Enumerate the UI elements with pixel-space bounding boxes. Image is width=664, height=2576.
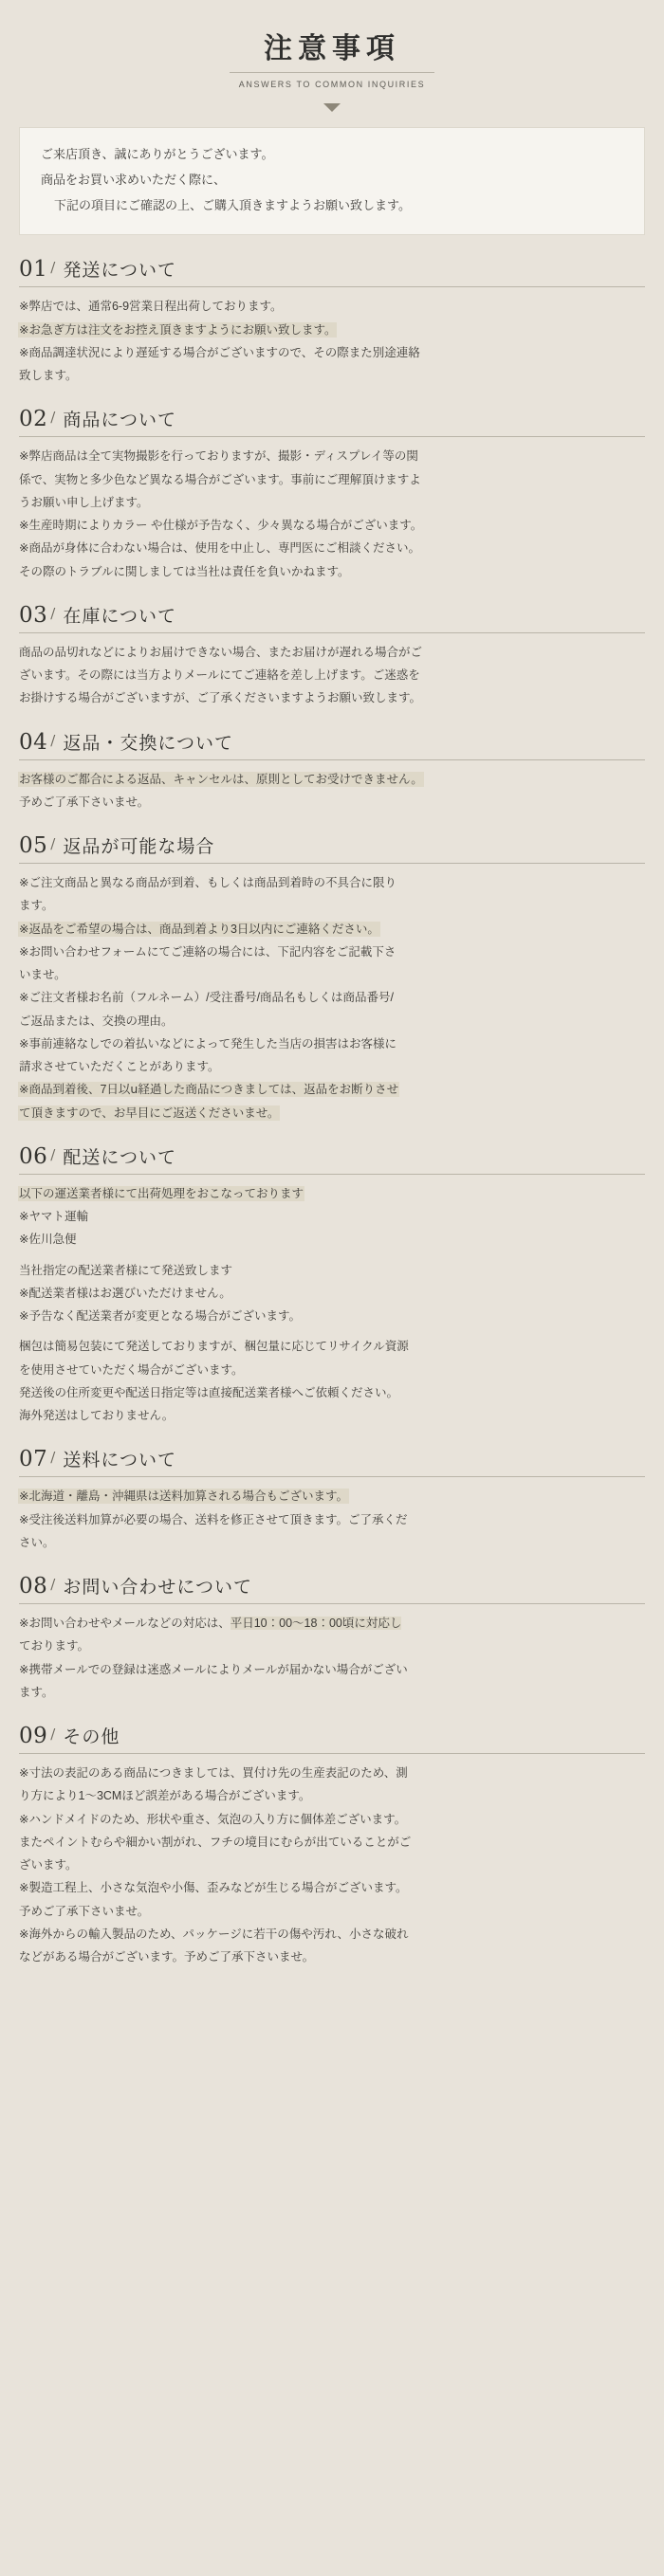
section-03 — [19, 602, 645, 708]
section-line: ※受注後送料加算が必要の場合、送料を修正させて頂きます。ご了承くだ — [19, 1512, 408, 1526]
section-line: ※携帯メールでの登録は迷惑メールによりメールが届かない場合がござい — [19, 1662, 408, 1676]
section-line: ます。 — [19, 1685, 54, 1699]
section-line: その際のトラブルに関しましては当社は責任を負いかねます。 — [19, 564, 350, 578]
section-line: ※佐川急便 — [19, 1233, 77, 1247]
section-number: 03 — [19, 602, 48, 628]
section-line: ます。 — [19, 899, 54, 913]
section-slash-icon: / — [50, 835, 56, 853]
section-line: ざいます。 — [19, 1858, 78, 1873]
section-title: お問い合わせについて — [63, 1578, 252, 1599]
section-line: 梱包は簡易包装にて発送しておりますが、梱包量に応じてリサイクル資源 — [19, 1340, 409, 1354]
section-02 — [19, 406, 645, 581]
section-05 — [19, 832, 645, 1123]
section-line: 海外発送はしておりません。 — [19, 1409, 175, 1423]
intro-line-3: 下記の項目にご確認の上、ご購入頂きますようお願い致します。 — [54, 198, 411, 213]
page-header — [0, 0, 664, 112]
section-line: 当社指定の配送業者様にて発送致します — [19, 1263, 233, 1277]
section-line: ざいます。その際には当方よりメールにてご連絡を差し上げます。ご迷惑を — [19, 668, 420, 683]
section-title: 送料について — [63, 1451, 176, 1471]
section-slash-icon: / — [50, 1576, 56, 1594]
section-line: ※弊店では、通常6-9営業日程出荷しております。 — [19, 300, 283, 314]
section-06 — [19, 1143, 645, 1426]
section-line: お掛けする場合がございますが、ご了承くださいますようお願い致します。 — [19, 691, 422, 705]
section-line: ※商品が身体に合わない場合は、使用を中止し、専門医にご相談ください。 — [19, 541, 420, 556]
section-line: さい。 — [19, 1535, 55, 1549]
section-line: ※製造工程上、小さな気泡や小傷、歪みなどが生じる場合がございます。 — [19, 1881, 408, 1895]
section-number: 04 — [19, 729, 48, 755]
section-line: ※生産時期によりカラー や仕様が予告なく、少々異なる場合がございます。 — [19, 519, 423, 533]
section-header — [19, 406, 645, 437]
section-line: 発送後の住所変更や配送日指定等は直接配送業者様へご依頼ください。 — [19, 1385, 399, 1399]
sections-container — [0, 256, 664, 1966]
section-line: 商品の品切れなどによりお届けできない場合、またお届けが遅れる場合がご — [19, 645, 423, 659]
section-header — [19, 602, 645, 633]
highlighted-text: 以下の運送業者様にて出荷処理をおこなっております — [19, 1186, 304, 1200]
section-header — [19, 832, 645, 864]
section-title: 返品・交換について — [63, 733, 233, 754]
section-body — [19, 643, 645, 708]
highlighted-text: ※北海道・離島・沖縄県は送料加算される場合もございます。 — [19, 1489, 348, 1504]
section-number: 06 — [19, 1143, 48, 1169]
highlighted-text: ※お急ぎ方は注文をお控え頂きますようにお願い致します。 — [19, 322, 337, 337]
section-slash-icon: / — [50, 1449, 56, 1467]
section-07 — [19, 1446, 645, 1552]
section-line: などがある場合がございます。予めご了承下さいませ。 — [19, 1950, 315, 1964]
section-number: 05 — [19, 833, 48, 859]
section-slash-icon: / — [50, 1145, 56, 1163]
section-body — [19, 770, 645, 813]
section-line: ご返品または、交換の理由。 — [19, 1014, 174, 1028]
section-08 — [19, 1573, 645, 1702]
section-line: ※ご注文者様お名前（フルネーム）/受注番号/商品名もしくは商品番号/ — [19, 991, 395, 1005]
section-line: ※ご注文商品と異なる商品が到着、もしくは商品到着時の不具合に限り — [19, 876, 397, 890]
section-title: 商品について — [63, 411, 176, 431]
highlighted-text: て頂きますので、お早目にご返送くださいませ。 — [19, 1105, 280, 1120]
section-header — [19, 256, 645, 287]
section-title: 在庫について — [63, 606, 176, 627]
highlighted-text: お客様のご都合による返品、キャンセルは、原則としてお受けできません。 — [19, 772, 423, 786]
section-body — [19, 447, 645, 581]
section-title: その他 — [63, 1727, 120, 1748]
section-number: 07 — [19, 1447, 48, 1472]
section-line: ※配送業者様はお選びいただけません。 — [19, 1286, 231, 1300]
intro-line-2: 商品をお買い求めいただく際に、 — [41, 173, 227, 188]
section-line: 係で、実物と多少色など異なる場合がございます。事前にご理解頂けますよ — [19, 472, 421, 486]
section-line — [19, 770, 645, 789]
section-line — [19, 1104, 645, 1123]
section-line: 請求させていただくことがあります。 — [19, 1060, 220, 1074]
intro-box — [19, 127, 645, 235]
section-line: ております。 — [19, 1639, 90, 1653]
section-line: 予めご了承下さいませ。 — [19, 795, 150, 809]
section-body — [19, 1184, 645, 1426]
section-header — [19, 1143, 645, 1175]
section-header — [19, 729, 645, 760]
section-number: 09 — [19, 1724, 48, 1749]
section-title: 発送について — [63, 261, 176, 282]
section-line: り方により1～3CMほど誤差がある場合がございます。 — [19, 1789, 311, 1803]
section-line: ※事前連絡なしでの着払いなどによって発生した当店の損害はお客様に — [19, 1036, 397, 1050]
section-body — [19, 1487, 645, 1552]
section-09 — [19, 1723, 645, 1966]
section-line: ※弊店商品は全て実物撮影を行っておりますが、撮影・ディスプレイ等の関 — [19, 449, 418, 464]
section-slash-icon: / — [50, 409, 56, 427]
section-slash-icon: / — [50, 259, 56, 277]
section-number: 08 — [19, 1574, 48, 1599]
section-line: 予めご了承下さいませ。 — [19, 1904, 150, 1918]
section-line: ※ヤマト運輸 — [19, 1210, 88, 1224]
section-line: ※予告なく配送業者が変更となる場合がございます。 — [19, 1309, 301, 1324]
down-arrow-icon — [323, 103, 341, 112]
section-number: 02 — [19, 407, 48, 432]
section-line: またペイントむらや細かい割がれ、フチの境目にむらが出ていることがご — [19, 1835, 412, 1849]
section-title: 配送について — [63, 1147, 176, 1168]
section-line: ※お問い合わせやメールなどの対応は、平日10：00～18：00頃に対応し — [19, 1617, 402, 1631]
section-body — [19, 297, 645, 385]
section-slash-icon: / — [50, 1726, 56, 1744]
section-01 — [19, 256, 645, 385]
section-header — [19, 1446, 645, 1477]
section-body — [19, 873, 645, 1123]
section-header — [19, 1723, 645, 1754]
section-line — [19, 920, 645, 939]
section-line: うお願い申し上げます。 — [19, 495, 149, 509]
section-line — [19, 1080, 645, 1099]
section-line — [19, 1487, 645, 1506]
highlighted-text: ※返品をご希望の場合は、商品到着より3日以内にご連絡ください。 — [19, 922, 379, 936]
intro-line-1: ご来店頂き、誠にありがとうございます。 — [41, 147, 274, 161]
section-header — [19, 1573, 645, 1604]
section-04 — [19, 729, 645, 813]
section-line: ※お問い合わせフォームにてご連絡の場合には、下記内容をご記載下さ — [19, 944, 397, 959]
page-subtitle: ANSWERS TO COMMON INQUIRIES — [230, 72, 434, 89]
section-slash-icon: / — [50, 731, 56, 749]
section-line: ※寸法の表記のある商品につきましては、買付け先の生産表記のため、測 — [19, 1766, 408, 1781]
section-title: 返品が可能な場合 — [63, 837, 215, 858]
section-number: 01 — [19, 257, 48, 283]
section-line: 致します。 — [19, 369, 78, 383]
highlighted-text: ※商品到着後、7日以ս経過した商品につきましては、返品をお断りさせ — [19, 1083, 399, 1097]
section-line: を使用させていただく場合がございます。 — [19, 1362, 244, 1377]
section-line: ※ハンドメイドのため、形状や重さ、気泡の入り方に個体差ございます。 — [19, 1812, 407, 1826]
section-line: いませ。 — [19, 968, 66, 982]
section-body — [19, 1763, 645, 1966]
section-line: ※商品調達状況により遅延する場合がございますので、その際また別途連絡 — [19, 345, 420, 359]
section-line — [19, 320, 645, 339]
highlighted-text: 平日10：00～18：00頃に対応し — [230, 1617, 402, 1631]
section-slash-icon: / — [50, 604, 56, 622]
page-title: 注意事項 — [264, 32, 400, 65]
section-body — [19, 1614, 645, 1702]
section-line: ※海外からの輸入製品のため、パッケージに若干の傷や汚れ、小さな破れ — [19, 1927, 409, 1941]
section-line — [19, 1184, 645, 1203]
